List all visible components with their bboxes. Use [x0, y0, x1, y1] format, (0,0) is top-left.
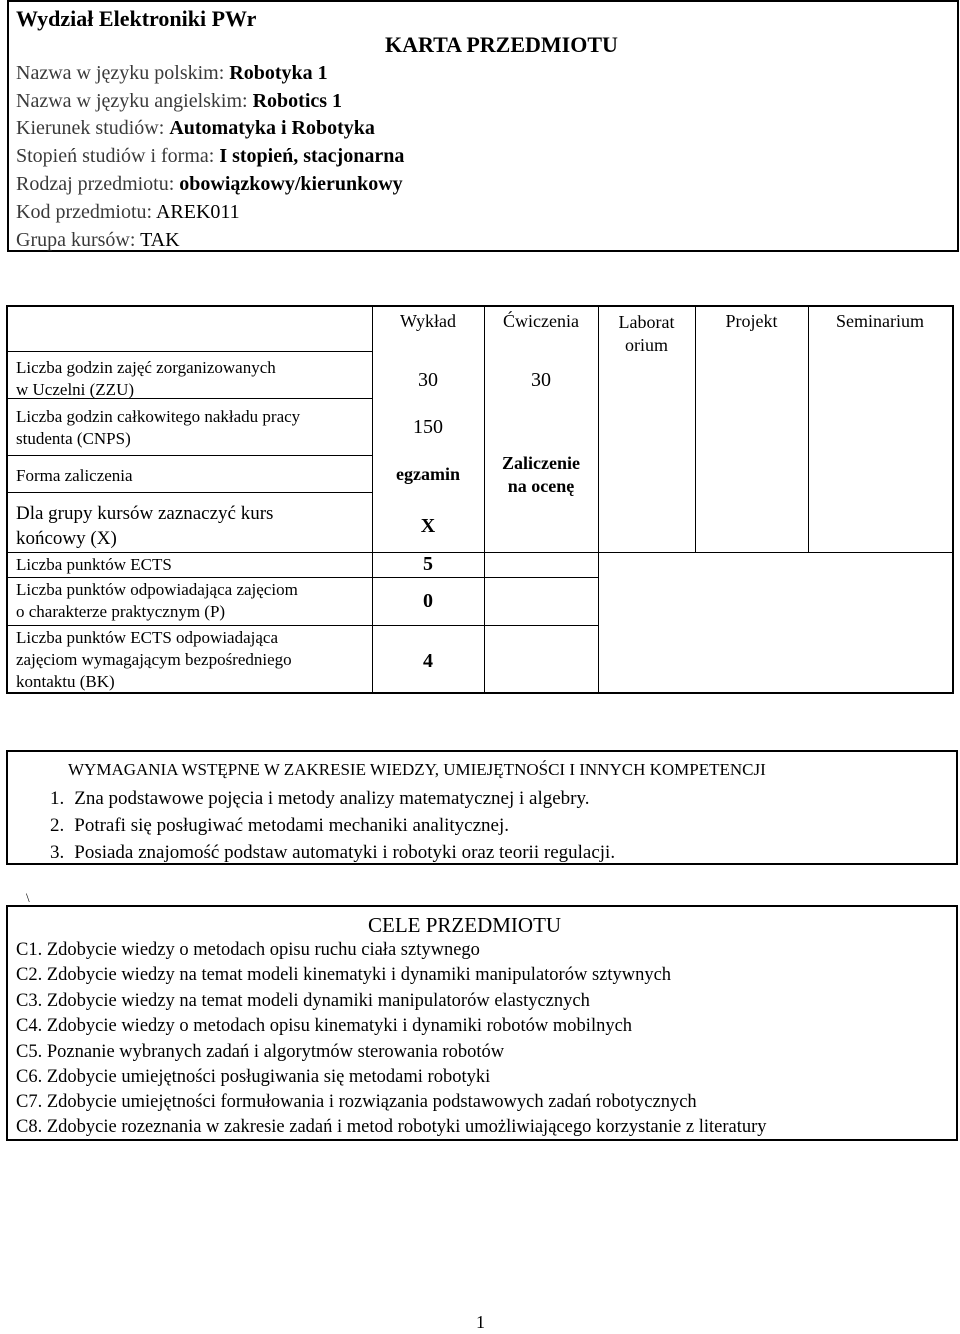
goal-item: C5. Poznanie wybranych zadań i algorytmów sterowania robotów	[16, 1042, 505, 1062]
prerequisite-item: 2. Potrafi się posługiwać metodami mechaniki analitycznej.	[50, 815, 510, 836]
prerequisite-item: 3. Posiada znajomość podstaw automatyki i robotyki oraz teorii regulacji.	[50, 842, 616, 863]
row-bk-label: Liczba punktów ECTS odpowiadająca zajęciom wymagającym bezpośredniego kontaktu (BK)	[16, 628, 292, 691]
course-header	[7, 0, 959, 252]
zzu-wyklad-value: 30	[418, 369, 438, 391]
ects-wyklad-value: 5	[423, 553, 433, 575]
field-type: Rodzaj przedmiotu: obowiązkowy/kierunkowy	[16, 173, 403, 195]
col-seminarium: Seminarium	[836, 311, 924, 331]
bk-wyklad-value: 4	[423, 650, 433, 672]
page-number: 1	[476, 1312, 485, 1332]
forma-wyklad-value: egzamin	[396, 464, 460, 484]
card-title: KARTA PRZEDMIOTU	[385, 32, 618, 57]
col-cwiczenia: Ćwiczenia	[503, 311, 579, 331]
col-laboratorium: Laborat orium	[618, 312, 675, 355]
grupa-wyklad-value: X	[420, 515, 436, 537]
goal-item: C1. Zdobycie wiedzy o metodach opisu ruchu ciała sztywnego	[16, 940, 480, 960]
goal-item: C3. Zdobycie wiedzy na temat modeli dynamiki manipulatorów elastycznych	[16, 991, 590, 1011]
field-degree: Stopień studiów i forma: I stopień, stacjonarna	[16, 145, 405, 167]
goals-title: CELE PRZEDMIOTU	[368, 913, 562, 937]
field-code: Kod przedmiotu: AREK011	[16, 201, 240, 223]
faculty-name: Wydział Elektroniki PWr	[16, 6, 257, 31]
goal-item: C4. Zdobycie wiedzy o metodach opisu kinematyki i dynamiki robotów mobilnych	[16, 1016, 633, 1036]
col-wyklad: Wykład	[400, 311, 456, 331]
field-direction: Kierunek studiów: Automatyka i Robotyka	[16, 117, 375, 139]
field-name-pl: Nazwa w języku polskim: Robotyka 1	[16, 62, 328, 84]
goal-item: C8. Zdobycie rozeznania w zakresie zadań i metod robotyki umożliwiającego korzystanie z literatury	[16, 1117, 767, 1137]
goal-item: C7. Zdobycie umiejętności formułowania i rozwiązania podstawowych zadań robotycznych	[16, 1092, 697, 1112]
row-ects-label: Liczba punktów ECTS	[16, 555, 172, 574]
cnps-wyklad-value: 150	[413, 416, 443, 438]
prerequisites-title: WYMAGANIA WSTĘPNE W ZAKRESIE WIEDZY, UMIEJĘTNOŚCI I INNYCH KOMPETENCJI	[68, 760, 766, 779]
col-projekt: Projekt	[725, 311, 778, 331]
zzu-cwiczenia-value: 30	[531, 369, 551, 391]
prerequisite-item: 1. Zna podstawowe pojęcia i metody analizy matematycznej i algebry.	[50, 788, 590, 809]
stray-mark: \	[26, 890, 30, 905]
row-zzu-label: Liczba godzin zajęć zorganizowanych w Uczelni (ZZU)	[16, 358, 276, 399]
field-name-en: Nazwa w języku angielskim: Robotics 1	[16, 90, 343, 112]
prerequisites-section	[6, 750, 958, 865]
row-forma-label: Forma zaliczenia	[16, 466, 133, 485]
row-cnps-label: Liczba godzin całkowitego nakładu pracy studenta (CNPS)	[16, 407, 301, 448]
forma-cwiczenia-value: Zaliczenie na ocenę	[502, 453, 580, 496]
p-wyklad-value: 0	[423, 590, 433, 612]
course-goals-section	[6, 905, 958, 1141]
goal-item: C2. Zdobycie wiedzy na temat modeli kinematyki i dynamiki manipulatorów sztywnych	[16, 965, 672, 985]
hours-table	[6, 305, 954, 694]
row-p-label: Liczba punktów odpowiadająca zajęciom o charakterze praktycznym (P)	[16, 580, 298, 621]
goal-item: C6. Zdobycie umiejętności posługiwania się metodami robotyki	[16, 1067, 491, 1087]
row-grupa-label: Dla grupy kursów zaznaczyć kurs końcowy (X)	[16, 503, 274, 549]
field-group: Grupa kursów: TAK	[16, 229, 180, 251]
